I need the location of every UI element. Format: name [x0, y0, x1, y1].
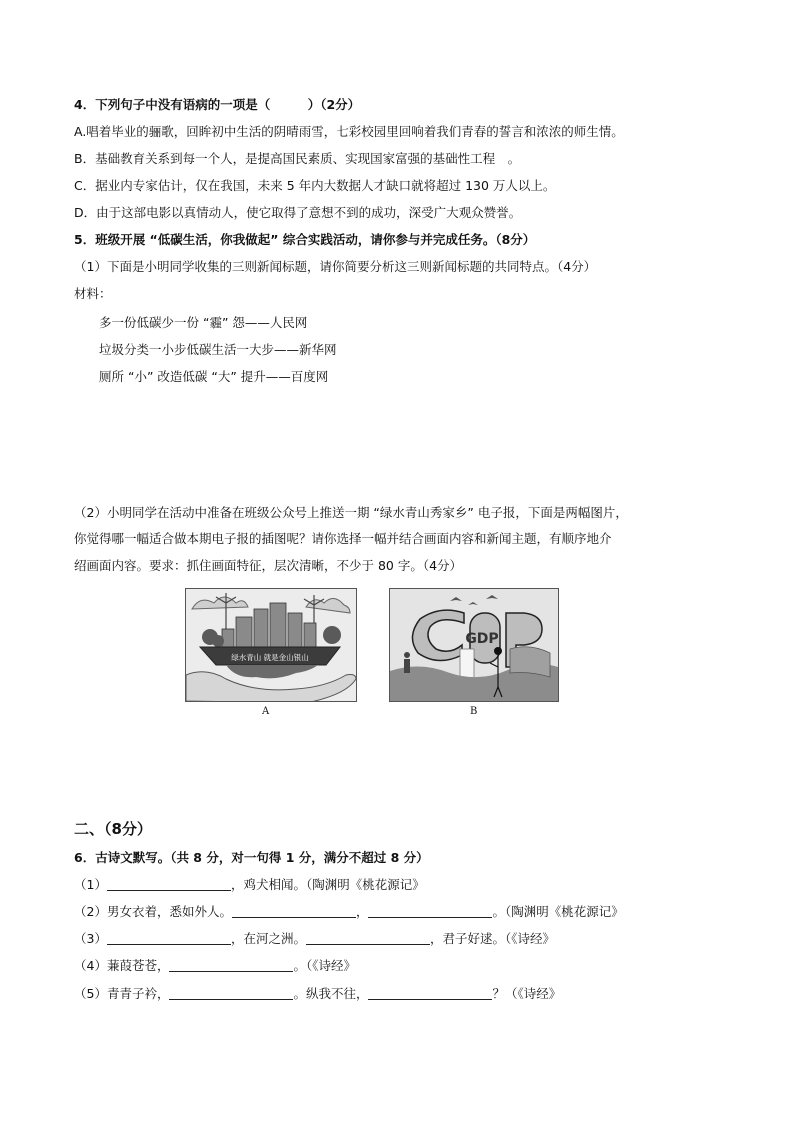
q6-item-5-blank-2[interactable]	[368, 987, 492, 1000]
q6-item-2-pre: 男女衣着，悉如外人。	[106, 904, 232, 919]
image-b	[389, 588, 559, 702]
question-4-title: 4．下列句子中没有语病的一项是（ ）（2分）	[74, 97, 361, 112]
question-6-title: 6．古诗文默写。（共 8 分，对一句得 1 分，满分不超过 8 分）	[74, 850, 429, 865]
image-b-gdp-sign: GDP	[465, 631, 499, 647]
q6-item-5-pre: 青青子衿，	[106, 986, 170, 1001]
q6-item-4	[74, 958, 356, 974]
q6-item-2-num: （2）	[74, 904, 107, 919]
material-label: 材料：	[74, 286, 112, 301]
q6-item-3-text-b: ，君子好逑。（《诗经》	[429, 931, 555, 946]
q6-item-3-text-a: ，在河之洲。	[230, 931, 306, 946]
question-5-sub2-line-3: 绍画面内容。要求：抓住画面特征，层次清晰，不少于 80 字。（4分）	[74, 558, 463, 573]
q6-item-2-blank-2[interactable]	[368, 905, 492, 918]
image-a-illustration	[186, 589, 356, 701]
image-b-caption: B	[470, 706, 478, 717]
question-4-option-d: D．由于这部电影以真情动人，使它取得了意想不到的成功，深受广大观众赞誉。	[74, 205, 522, 220]
q6-item-1	[74, 877, 425, 893]
q6-item-5-post: ？（《诗经》	[492, 986, 562, 1001]
q6-item-5-num: （5）	[74, 986, 107, 1001]
q6-item-2	[74, 904, 624, 920]
image-a-caption: A	[262, 706, 270, 717]
q6-item-3-blank-1[interactable]	[107, 932, 231, 945]
q6-item-4-blank[interactable]	[169, 959, 293, 972]
q6-item-5	[74, 986, 561, 1002]
q6-item-3-num: （3）	[74, 931, 107, 946]
headline-1: 多一份低碳少一份 “霾” 怨——人民网	[99, 315, 308, 330]
q6-item-5-blank-1[interactable]	[169, 987, 293, 1000]
q6-item-2-blank-1[interactable]	[232, 905, 356, 918]
image-a	[185, 588, 357, 702]
question-5-sub2-line-1: （2）小明同学在活动中准备在班级公众号上推送一期 “绿水青山秀家乡” 电子报，下面是两幅图片，	[74, 505, 628, 520]
question-5-sub1: （1）下面是小明同学收集的三则新闻标题，请你简要分析这三则新闻标题的共同特点。（4分）	[74, 259, 597, 274]
question-5-sub2-line-2: 你觉得哪一幅适合做本期电子报的插图呢？请你选择一幅并结合画面内容和新闻主题，有顺序地介	[74, 531, 612, 546]
q6-item-4-pre: 蒹葭苍苍，	[106, 958, 170, 973]
q6-item-1-text: ，鸡犬相闻。（陶渊明《桃花源记》	[230, 877, 425, 892]
q6-item-2-post: 。（陶渊明《桃花源记》	[492, 904, 624, 919]
q6-item-1-num: （1）	[74, 877, 107, 892]
headline-2: 垃圾分类一小步低碳生活一大步——新华网	[99, 342, 337, 357]
q6-item-2-mid: ，	[355, 904, 369, 919]
section-2-title: 二、（8分）	[74, 820, 152, 838]
q6-item-5-mid: 。纵我不往，	[293, 986, 369, 1001]
q6-item-3	[74, 931, 555, 947]
image-b-illustration	[390, 589, 558, 701]
q6-item-4-post: 。（《诗经》	[293, 958, 356, 973]
question-5-title: 5．班级开展 “低碳生活，你我做起” 综合实践活动，请你参与并完成任务。（8分）	[74, 232, 536, 247]
question-4-option-a: A.唱着毕业的骊歌，回眸初中生活的阴晴雨雪，七彩校园里回响着我们青春的誓言和浓浓的师生情。	[74, 124, 624, 139]
q6-item-3-blank-2[interactable]	[306, 932, 430, 945]
question-4-option-c: C．据业内专家估计，仅在我国，未来 5 年内大数据人才缺口就将超过 130 万人以上。	[74, 178, 556, 193]
image-a-banner: 绿水青山 就是金山银山	[231, 653, 309, 662]
question-4-option-b: B．基础教育关系到每一个人，是提高国民素质、实现国家富强的基础性工程 。	[74, 151, 521, 166]
q6-item-1-blank[interactable]	[107, 878, 231, 891]
headline-3: 厕所 “小” 改造低碳 “大” 提升——百度网	[99, 369, 329, 384]
q6-item-4-num: （4）	[74, 958, 107, 973]
